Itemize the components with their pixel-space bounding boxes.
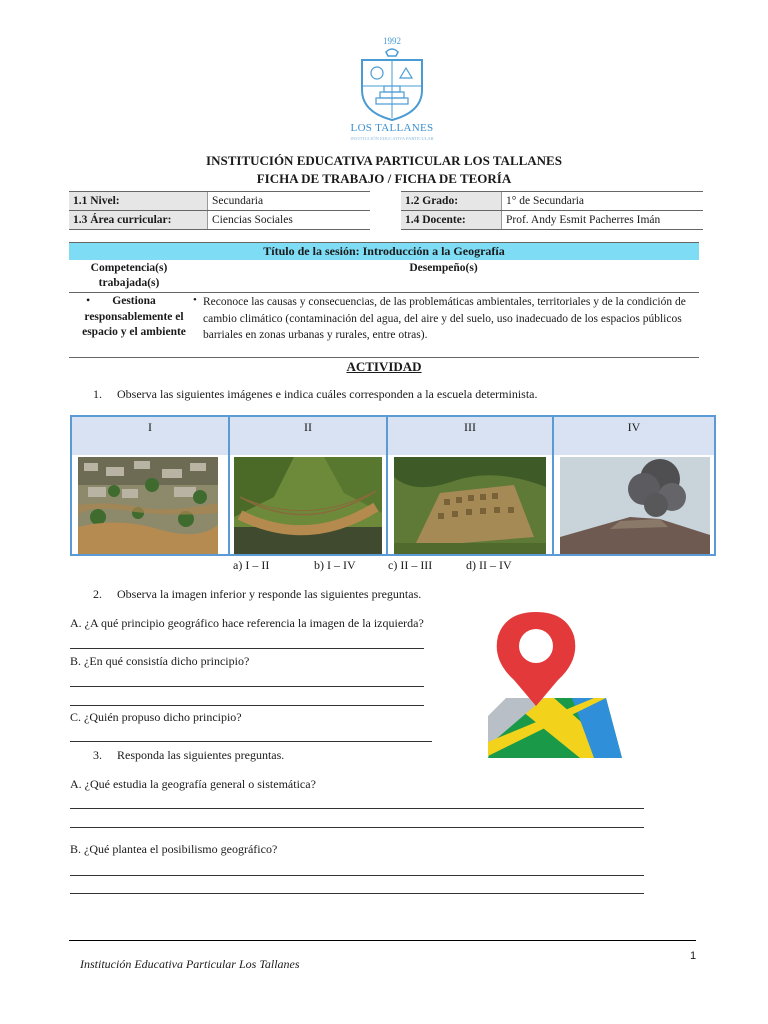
grid-column-2: [230, 417, 388, 554]
q2-c-text: C. ¿Quién propuso dicho principio?: [70, 710, 242, 724]
school-logo: [350, 36, 434, 141]
nivel-label: 1.1 Nivel:: [69, 192, 208, 211]
q3-b-text: B. ¿Qué plantea el posibilismo geográfico?: [70, 842, 278, 856]
grado-label: 1.2 Grado:: [401, 192, 502, 211]
answer-line[interactable]: [70, 808, 644, 809]
q2-text: Observa la imagen inferior y responde las siguientes preguntas.: [117, 587, 422, 601]
column-header-4: IV: [554, 417, 714, 455]
crest-icon: [358, 46, 426, 122]
column-header-2: II: [230, 417, 386, 455]
ficha-title: FICHA DE TRABAJO / FICHA DE TEORÍA: [256, 171, 512, 186]
actividad-heading: ACTIVIDAD: [346, 359, 422, 374]
answer-line[interactable]: [70, 827, 644, 828]
bullet: •: [86, 293, 91, 307]
answer-line[interactable]: [70, 875, 644, 876]
q2-number: 2.: [93, 587, 102, 601]
flood-image: [78, 457, 218, 554]
logo-year: 1992: [383, 36, 401, 46]
q1-text: Observa las siguientes imágenes e indica cuáles corresponden a la escuela determinista.: [117, 387, 538, 401]
docente-value: Prof. Andy Esmit Pacherres Imán: [502, 211, 704, 230]
divider: [69, 292, 699, 293]
q1-number: 1.: [93, 387, 102, 401]
answer-line[interactable]: [70, 893, 644, 894]
q3-text: Responda las siguientes preguntas.: [117, 748, 285, 762]
q2-b-text: B. ¿En qué consistía dicho principio?: [70, 654, 250, 668]
logo-subtitle: INSTITUCIÓN EDUCATIVA PARTICULAR: [350, 136, 434, 141]
image-grid: [70, 415, 716, 556]
nivel-value: Secundaria: [208, 192, 371, 211]
competencia-text: [70, 294, 188, 341]
ruins-image: [394, 457, 546, 554]
column-header-3: III: [388, 417, 552, 455]
info-table-right: [401, 191, 703, 230]
volcano-image: [560, 457, 710, 554]
page-number: 1: [690, 950, 697, 962]
grid-column-1: [72, 417, 230, 554]
session-title: Título de la sesión: Introducción a la Geografía: [69, 242, 699, 260]
column-header-1: I: [72, 417, 228, 455]
desempeno-header: Desempeño(s): [409, 262, 478, 274]
desempeno-text: Reconoce las causas y consecuencias, de las problemáticas ambientales, territoriales y de la condición de cambio climático (contaminación del agua, del aire y del suelo, uso inadecuado de los espacios públicos barriales en zonas urbanas y rurales, entre otras).: [203, 296, 686, 341]
map-pin-image: [484, 606, 624, 760]
institution-title: INSTITUCIÓN EDUCATIVA PARTICULAR LOS TALLANES: [206, 153, 562, 168]
footer-text: Institución Educativa Particular Los Tallanes: [80, 957, 300, 971]
q2-a-text: A. ¿A qué principio geográfico hace referencia la imagen de la izquierda?: [70, 616, 424, 630]
grid-column-4: [554, 417, 714, 554]
divider: [69, 357, 699, 358]
area-value: Ciencias Sociales: [208, 211, 371, 230]
q3-number: 3.: [93, 748, 102, 762]
area-label: 1.3 Área curricular:: [69, 211, 208, 230]
answer-line[interactable]: [70, 686, 424, 687]
logo-name: LOS TALLANES: [350, 122, 434, 134]
option-c: c) II – III: [388, 558, 433, 572]
docente-label: 1.4 Docente:: [401, 211, 502, 230]
answer-line[interactable]: [70, 705, 424, 706]
option-b: b) I – IV: [314, 558, 356, 572]
q3-a-text: A. ¿Qué estudia la geografía general o sistemática?: [70, 777, 316, 791]
info-table-left: [69, 191, 370, 230]
rope-bridge-image: [234, 457, 382, 554]
footer-divider: [69, 940, 696, 941]
competencia-header: Competencia(s) trabajada(s): [90, 262, 168, 289]
grid-column-3: [388, 417, 554, 554]
competencia-value: Gestiona responsablemente el espacio y el ambiente: [82, 295, 186, 338]
option-d: d) II – IV: [466, 558, 512, 572]
grado-value: 1° de Secundaria: [502, 192, 704, 211]
bullet: •: [193, 294, 197, 306]
map-location-icon: [484, 606, 624, 760]
option-a: a) I – II: [233, 558, 270, 572]
answer-line[interactable]: [70, 648, 424, 649]
answer-line[interactable]: [70, 741, 432, 742]
